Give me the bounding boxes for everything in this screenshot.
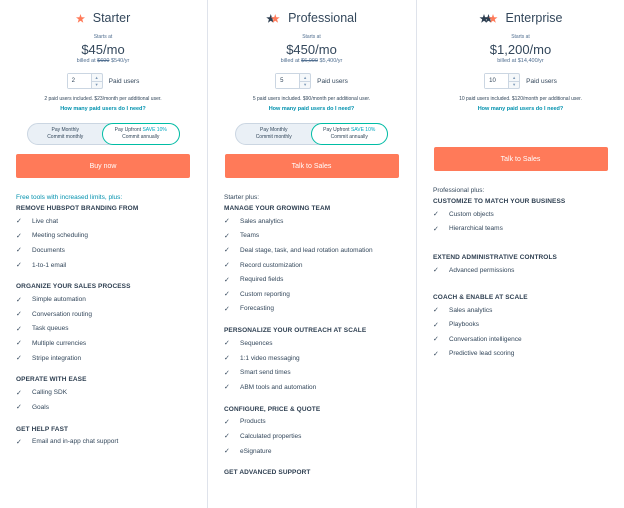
check-icon: ✓: [433, 350, 439, 358]
starts-at-label: Starts at: [93, 34, 113, 40]
feature-item: ✓ Products: [224, 418, 266, 426]
decrement-icon[interactable]: ▼: [512, 82, 517, 88]
plan-price: $45/mo: [81, 42, 125, 57]
users-note: 2 paid users included. $23/month per additional user.: [44, 96, 162, 102]
check-icon: ✓: [16, 311, 22, 319]
billed-line: billed at $14,400/yr: [497, 58, 544, 64]
plan-card-enterprise: [416, 0, 624, 508]
billing-toggle[interactable]: [27, 123, 180, 145]
feature-item: ✓ Documents: [16, 246, 65, 255]
plan-card-professional: [207, 0, 415, 508]
check-icon: ✓: [433, 321, 439, 329]
paid-users-stepper[interactable]: [484, 73, 520, 89]
section-title: OPERATE WITH EASE: [16, 376, 87, 384]
decrement-icon[interactable]: ▼: [94, 82, 99, 88]
pay-upfront-option[interactable]: Pay Upfront SAVE 10% Commit annually: [102, 123, 180, 145]
paid-users-row: [417, 73, 624, 89]
paid-users-input[interactable]: 10: [485, 74, 508, 88]
plan-name: Enterprise: [505, 11, 563, 25]
check-icon: ✓: [224, 291, 230, 299]
help-link[interactable]: How many paid users do I need?: [268, 106, 355, 112]
check-icon: ✓: [433, 211, 439, 219]
feature-item: ✓ Teams: [224, 232, 260, 240]
check-icon: ✓: [224, 232, 230, 240]
feature-item: ✓ Conversation routing: [16, 310, 92, 319]
paid-users-label: Paid users: [108, 77, 140, 85]
feature-intro: Starter plus:: [224, 194, 260, 201]
check-icon: ✓: [224, 218, 230, 226]
section-title: COACH & ENABLE AT SCALE: [433, 293, 528, 301]
check-icon: ✓: [224, 418, 230, 426]
feature-item: ✓ Multiple currencies: [16, 339, 87, 348]
plan-price: $450/mo: [286, 42, 337, 57]
check-icon: ✓: [433, 307, 439, 315]
increment-icon[interactable]: ▲: [509, 74, 519, 82]
check-icon: ✓: [224, 448, 230, 456]
plan-name: Professional: [288, 11, 357, 25]
check-icon: ✓: [16, 389, 22, 397]
pay-upfront-option[interactable]: Pay Upfront SAVE 10% Commit annually: [311, 123, 389, 145]
feature-list: [417, 187, 624, 361]
check-icon: ✓: [224, 305, 230, 313]
feature-item: ✓ Deal stage, task, and lead rotation automation: [224, 246, 373, 255]
plan-card-starter: [0, 0, 206, 508]
feature-item: ✓ Custom reporting: [224, 290, 290, 299]
billing-toggle[interactable]: [235, 123, 388, 145]
feature-item: ✓ Stripe integration: [16, 354, 82, 363]
check-icon: ✓: [224, 247, 230, 255]
feature-item: ✓ Live chat: [16, 217, 59, 226]
toggle-spacer: [417, 112, 624, 147]
two-star-icon: [266, 14, 280, 23]
feature-item: ✓ Smart send times: [224, 369, 291, 377]
pay-monthly-option[interactable]: Pay Monthly Commit monthly: [255, 127, 292, 140]
feature-item: ✓ Meeting scheduling: [16, 232, 89, 240]
feature-item: ✓ 1:1 video messaging: [224, 354, 300, 363]
section-title: CONFIGURE, PRICE & QUOTE: [224, 405, 321, 413]
check-icon: ✓: [16, 296, 22, 304]
users-note: 5 paid users included. $90/month per additional user.: [252, 96, 371, 102]
paid-users-input[interactable]: 2: [68, 74, 91, 88]
talk-to-sales-button[interactable]: Talk to Sales: [225, 154, 399, 178]
feature-item: ✓ Sales analytics: [433, 306, 493, 315]
section-title: GET ADVANCED SUPPORT: [224, 469, 311, 477]
check-icon: ✓: [224, 276, 230, 284]
check-icon: ✓: [433, 267, 439, 275]
check-icon: ✓: [433, 336, 439, 344]
check-icon: ✓: [16, 355, 22, 363]
check-icon: ✓: [224, 433, 230, 441]
buy-now-button[interactable]: Buy now: [16, 154, 190, 178]
paid-users-stepper[interactable]: [275, 73, 311, 89]
check-icon: ✓: [224, 340, 230, 348]
section-title: EXTEND ADMINISTRATIVE CONTROLS: [433, 254, 557, 262]
plan-name: Starter: [92, 11, 131, 25]
feature-list: [208, 194, 415, 476]
check-icon: ✓: [16, 404, 22, 412]
feature-item: ✓ Goals: [16, 403, 49, 412]
feature-item: ✓ Playbooks: [433, 321, 479, 329]
paid-users-stepper[interactable]: [67, 73, 103, 89]
paid-users-row: [208, 73, 415, 89]
check-icon: ✓: [16, 232, 22, 240]
section-title: PERSONALIZE YOUR OUTREACH AT SCALE: [224, 327, 367, 335]
check-icon: ✓: [433, 225, 439, 233]
check-icon: ✓: [16, 438, 22, 446]
users-note: 10 paid users included. $120/month per additional user.: [459, 96, 582, 102]
feature-item: ✓ Email and in-app chat support: [16, 438, 119, 446]
feature-item: ✓ Predictive lead scoring: [433, 350, 515, 358]
section-title: CUSTOMIZE TO MATCH YOUR BUSINESS: [433, 198, 566, 205]
feature-item: ✓ Forecasting: [224, 305, 274, 313]
feature-item: ✓ Hierarchical teams: [433, 225, 503, 233]
paid-users-input[interactable]: 5: [276, 74, 299, 88]
plan-price: $1,200/mo: [489, 42, 552, 57]
paid-users-label: Paid users: [526, 77, 557, 85]
check-icon: ✓: [16, 325, 22, 333]
increment-icon[interactable]: ▲: [92, 74, 102, 82]
feature-item: ✓ Advanced permissions: [433, 266, 515, 275]
help-link[interactable]: How many paid users do I need?: [477, 106, 564, 112]
check-icon: ✓: [16, 247, 22, 255]
feature-item: ✓ Required fields: [224, 276, 284, 284]
check-icon: ✓: [16, 262, 22, 270]
decrement-icon[interactable]: ▼: [303, 82, 308, 88]
feature-intro: Free tools with increased limits, plus:: [16, 194, 123, 201]
section-title: ORGANIZE YOUR SALES PROCESS: [16, 283, 131, 291]
feature-item: ✓ 1-to-1 email: [16, 261, 67, 270]
feature-item: ✓ Custom objects: [433, 210, 494, 219]
feature-item: ✓ Calling SDK: [16, 389, 68, 397]
billed-line: billed at $600 $540/yr: [76, 58, 130, 64]
feature-intro: Professional plus:: [433, 187, 485, 194]
paid-users-label: Paid users: [317, 77, 348, 85]
three-star-icon: [479, 14, 498, 23]
section-title: REMOVE HUBSPOT BRANDING FROM: [16, 205, 139, 212]
feature-item: ✓ Record customization: [224, 261, 303, 270]
check-icon: ✓: [16, 218, 22, 226]
plan-header: [417, 10, 624, 26]
talk-to-sales-button[interactable]: Talk to Sales: [434, 147, 608, 171]
check-icon: ✓: [224, 384, 230, 392]
billed-line: billed at $6,000 $5,400/yr: [280, 58, 343, 64]
feature-item: ✓ Simple automation: [16, 296, 86, 304]
check-icon: ✓: [224, 369, 230, 377]
check-icon: ✓: [224, 355, 230, 363]
increment-icon[interactable]: ▲: [300, 74, 310, 82]
pay-monthly-option[interactable]: Pay Monthly Commit monthly: [47, 127, 84, 140]
plan-header: [208, 10, 415, 26]
one-star-icon: [76, 14, 85, 23]
plan-header: [0, 10, 206, 26]
feature-item: ✓ Calculated properties: [224, 432, 302, 441]
feature-item: ✓ Conversation intelligence: [433, 335, 522, 344]
check-icon: ✓: [16, 340, 22, 348]
feature-item: ✓ Sequences: [224, 339, 273, 348]
section-title: MANAGE YOUR GROWING TEAM: [224, 205, 331, 212]
feature-item: ✓ Sales analytics: [224, 217, 284, 226]
help-link[interactable]: How many paid users do I need?: [60, 106, 146, 112]
starts-at-label: Starts at: [302, 34, 321, 40]
paid-users-row: [0, 73, 206, 89]
starts-at-label: Starts at: [511, 34, 530, 40]
feature-item: ✓ eSignature: [224, 447, 272, 456]
section-title: GET HELP FAST: [16, 425, 69, 433]
feature-list: [0, 194, 206, 449]
feature-item: ✓ Task queues: [16, 325, 69, 333]
check-icon: ✓: [224, 262, 230, 270]
feature-item: ✓ ABM tools and automation: [224, 383, 317, 392]
